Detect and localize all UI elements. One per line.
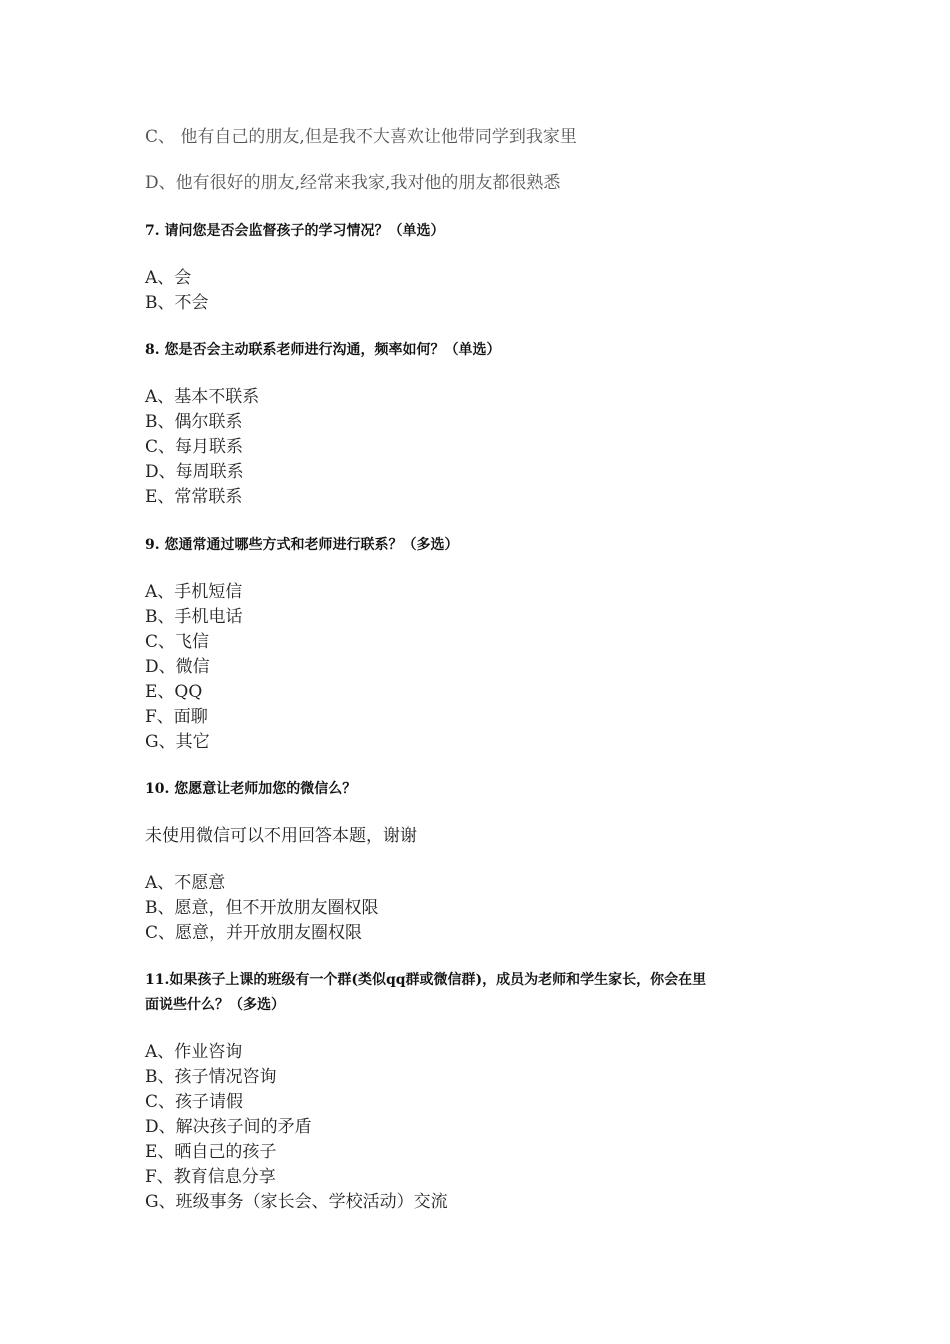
- q7-title: 7. 请问您是否会监督孩子的学习情况？（单选）: [145, 223, 445, 239]
- q8-option-e: E、常常联系: [145, 487, 243, 507]
- q11-option-g: G、班级事务（家长会、学校活动）交流: [145, 1192, 448, 1212]
- q10-option-c: C、愿意，并开放朋友圈权限: [145, 923, 363, 943]
- q9-option-g: G、其它: [145, 732, 210, 752]
- q11-option-d: D、解决孩子间的矛盾: [145, 1117, 312, 1137]
- q11-option-c: C、孩子请假: [145, 1092, 244, 1112]
- q6-option-c: C、 他有自己的朋友,但是我不大喜欢让他带同学到我家里: [145, 127, 577, 147]
- q9-option-f: F、面聊: [145, 707, 208, 727]
- q7-option-a: A、会: [145, 268, 192, 288]
- q9-title: 9. 您通常通过哪些方式和老师进行联系？（多选）: [145, 537, 459, 553]
- q8-option-c: C、每月联系: [145, 437, 244, 457]
- q8-option-b: B、偶尔联系: [145, 412, 243, 432]
- q11-option-f: F、教育信息分享: [145, 1167, 276, 1187]
- q10-note: 未使用微信可以不用回答本题，谢谢: [145, 826, 417, 846]
- q9-option-a: A、手机短信: [145, 582, 243, 602]
- q7-option-b: B、不会: [145, 293, 209, 313]
- q11-option-b: B、孩子情况咨询: [145, 1067, 277, 1087]
- q8-option-a: A、基本不联系: [145, 387, 260, 407]
- q8-option-d: D、每周联系: [145, 462, 244, 482]
- q9-option-b: B、手机电话: [145, 607, 243, 627]
- q8-title: 8. 您是否会主动联系老师进行沟通，频率如何？（单选）: [145, 342, 501, 358]
- q10-title: 10. 您愿意让老师加您的微信么？: [145, 781, 357, 797]
- q11-option-a: A、作业咨询: [145, 1042, 243, 1062]
- q11-title-line2: 面说些什么？（多选）: [145, 997, 285, 1013]
- q9-option-d: D、微信: [145, 657, 210, 677]
- q9-option-e: E、QQ: [145, 682, 203, 702]
- q11-option-e: E、晒自己的孩子: [145, 1142, 277, 1162]
- q6-option-d: D、他有很好的朋友,经常来我家,我对他的朋友都很熟悉: [145, 173, 561, 193]
- q10-option-b: B、愿意，但不开放朋友圈权限: [145, 898, 379, 918]
- q10-option-a: A、不愿意: [145, 873, 226, 893]
- q11-title-line1: 11.如果孩子上课的班级有一个群(类似qq群或微信群)，成员为老师和学生家长，你会在里: [145, 972, 707, 988]
- q9-option-c: C、飞信: [145, 632, 210, 652]
